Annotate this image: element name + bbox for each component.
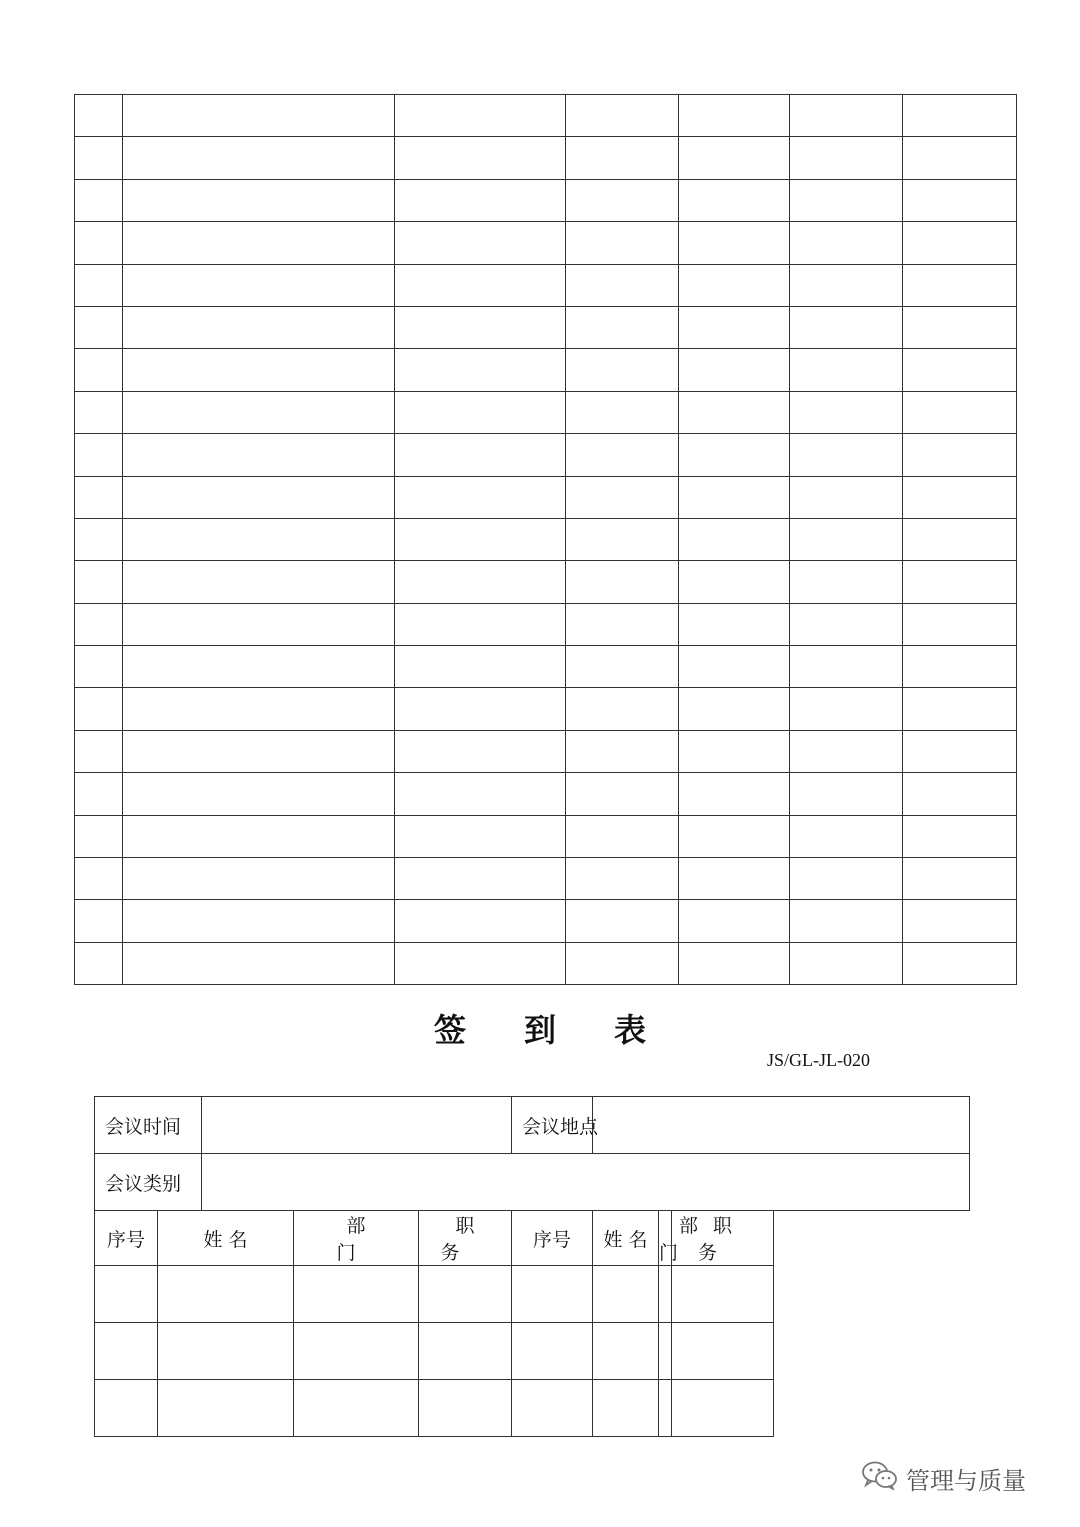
grid-cell[interactable] <box>566 95 679 137</box>
grid-cell[interactable] <box>790 391 903 433</box>
grid-cell[interactable] <box>566 264 679 306</box>
grid-cell[interactable] <box>790 603 903 645</box>
meeting-time-value[interactable] <box>202 1097 512 1154</box>
table-row <box>75 815 1017 857</box>
sign-cell[interactable] <box>294 1266 419 1323</box>
grid-cell[interactable] <box>790 434 903 476</box>
grid-cell[interactable] <box>903 264 1017 306</box>
table-row <box>75 646 1017 688</box>
grid-cell[interactable] <box>790 900 903 942</box>
table-row <box>75 688 1017 730</box>
meeting-type-value[interactable] <box>202 1154 970 1211</box>
grid-cell[interactable] <box>75 773 123 815</box>
column-header: 序号 <box>512 1211 593 1266</box>
grid-cell[interactable] <box>903 349 1017 391</box>
grid-cell[interactable] <box>123 730 395 772</box>
grid-cell[interactable] <box>75 561 123 603</box>
grid-cell[interactable] <box>566 476 679 518</box>
grid-cell[interactable] <box>123 391 395 433</box>
grid-cell[interactable] <box>123 434 395 476</box>
table-row <box>75 222 1017 264</box>
grid-cell[interactable] <box>790 646 903 688</box>
grid-cell[interactable] <box>75 688 123 730</box>
grid-cell[interactable] <box>123 179 395 221</box>
grid-cell[interactable] <box>75 434 123 476</box>
sign-cell[interactable] <box>672 1266 774 1323</box>
grid-cell[interactable] <box>395 179 566 221</box>
grid-cell[interactable] <box>123 137 395 179</box>
grid-cell[interactable] <box>790 179 903 221</box>
grid-cell[interactable] <box>123 688 395 730</box>
grid-cell[interactable] <box>395 858 566 900</box>
table-row <box>75 391 1017 433</box>
grid-cell[interactable] <box>75 179 123 221</box>
grid-cell[interactable] <box>679 137 790 179</box>
grid-cell[interactable] <box>123 646 395 688</box>
grid-cell[interactable] <box>679 222 790 264</box>
sign-cell[interactable] <box>512 1266 593 1323</box>
grid-cell[interactable] <box>903 476 1017 518</box>
grid-cell[interactable] <box>123 349 395 391</box>
grid-cell[interactable] <box>679 561 790 603</box>
grid-cell[interactable] <box>566 179 679 221</box>
grid-cell[interactable] <box>395 222 566 264</box>
grid-cell[interactable] <box>679 264 790 306</box>
watermark <box>860 1460 1026 1496</box>
grid-cell[interactable] <box>903 688 1017 730</box>
column-header: 部 门 <box>294 1211 419 1266</box>
grid-cell[interactable] <box>395 688 566 730</box>
table-row <box>75 137 1017 179</box>
sign-cell[interactable] <box>95 1266 158 1323</box>
grid-cell[interactable] <box>75 391 123 433</box>
grid-cell[interactable] <box>679 773 790 815</box>
sign-cell[interactable] <box>419 1380 512 1437</box>
sign-in-table <box>94 1096 970 1437</box>
table-row <box>75 858 1017 900</box>
grid-cell[interactable] <box>395 773 566 815</box>
table-row <box>75 942 1017 984</box>
grid-cell[interactable] <box>679 688 790 730</box>
grid-cell[interactable] <box>903 137 1017 179</box>
column-header: 部 门 <box>659 1211 672 1266</box>
grid-cell[interactable] <box>395 264 566 306</box>
grid-cell[interactable] <box>395 815 566 857</box>
sign-cell[interactable] <box>672 1323 774 1380</box>
grid-cell[interactable] <box>566 688 679 730</box>
grid-cell[interactable] <box>395 646 566 688</box>
grid-cell[interactable] <box>679 646 790 688</box>
grid-cell[interactable] <box>903 942 1017 984</box>
grid-cell[interactable] <box>75 306 123 348</box>
grid-cell[interactable] <box>123 815 395 857</box>
meeting-type-row <box>95 1154 970 1211</box>
table-row <box>75 434 1017 476</box>
grid-cell[interactable] <box>566 773 679 815</box>
grid-cell[interactable] <box>75 900 123 942</box>
table-row <box>75 773 1017 815</box>
grid-cell[interactable] <box>679 900 790 942</box>
grid-cell[interactable] <box>566 730 679 772</box>
grid-cell[interactable] <box>790 773 903 815</box>
grid-cell[interactable] <box>679 815 790 857</box>
grid-cell[interactable] <box>790 815 903 857</box>
grid-cell[interactable] <box>75 476 123 518</box>
grid-cell[interactable] <box>790 561 903 603</box>
table-row <box>75 179 1017 221</box>
table-row <box>75 603 1017 645</box>
grid-cell[interactable] <box>903 561 1017 603</box>
grid-cell[interactable] <box>679 349 790 391</box>
sign-cell[interactable] <box>593 1380 659 1437</box>
grid-cell[interactable] <box>790 942 903 984</box>
grid-cell[interactable] <box>395 900 566 942</box>
grid-cell[interactable] <box>75 646 123 688</box>
grid-cell[interactable] <box>903 900 1017 942</box>
grid-cell[interactable] <box>123 518 395 560</box>
grid-cell[interactable] <box>75 137 123 179</box>
grid-cell[interactable] <box>75 858 123 900</box>
grid-cell[interactable] <box>566 349 679 391</box>
sign-cell[interactable] <box>593 1323 659 1380</box>
grid-cell[interactable] <box>395 476 566 518</box>
grid-cell[interactable] <box>75 815 123 857</box>
sign-cell[interactable] <box>158 1380 294 1437</box>
grid-cell[interactable] <box>679 942 790 984</box>
meeting-time-label: 会议时间 <box>95 1097 202 1154</box>
grid-cell[interactable] <box>123 773 395 815</box>
grid-cell[interactable] <box>679 95 790 137</box>
meeting-type-label: 会议类别 <box>95 1154 202 1211</box>
grid-cell[interactable] <box>123 603 395 645</box>
grid-cell[interactable] <box>566 306 679 348</box>
grid-cell[interactable] <box>75 349 123 391</box>
column-header-row <box>95 1211 970 1266</box>
title-char: 签 <box>433 1011 466 1049</box>
grid-cell[interactable] <box>566 646 679 688</box>
grid-cell[interactable] <box>566 942 679 984</box>
grid-cell[interactable] <box>903 858 1017 900</box>
table-row <box>75 518 1017 560</box>
grid-cell[interactable] <box>395 942 566 984</box>
grid-cell[interactable] <box>790 518 903 560</box>
table-row <box>95 1380 970 1437</box>
column-header: 序号 <box>95 1211 158 1266</box>
grid-cell[interactable] <box>123 900 395 942</box>
grid-cell[interactable] <box>123 942 395 984</box>
grid-cell[interactable] <box>679 518 790 560</box>
grid-cell[interactable] <box>123 561 395 603</box>
grid-cell[interactable] <box>790 95 903 137</box>
grid-cell[interactable] <box>790 264 903 306</box>
sign-cell[interactable] <box>95 1323 158 1380</box>
sign-cell[interactable] <box>158 1266 294 1323</box>
grid-cell[interactable] <box>123 858 395 900</box>
sign-cell[interactable] <box>659 1323 672 1380</box>
column-header: 姓 名 <box>593 1211 659 1266</box>
grid-cell[interactable] <box>903 730 1017 772</box>
grid-cell[interactable] <box>679 603 790 645</box>
grid-cell[interactable] <box>679 858 790 900</box>
grid-cell[interactable] <box>903 434 1017 476</box>
grid-cell[interactable] <box>566 561 679 603</box>
document-code: JS/GL-JL-020 <box>767 1050 870 1070</box>
table-row <box>95 1323 970 1380</box>
grid-cell[interactable] <box>566 434 679 476</box>
title-char: 表 <box>614 1011 647 1049</box>
table-row <box>75 349 1017 391</box>
grid-cell[interactable] <box>75 264 123 306</box>
sign-cell[interactable] <box>593 1266 659 1323</box>
sign-cell[interactable] <box>419 1323 512 1380</box>
grid-cell[interactable] <box>566 222 679 264</box>
sign-cell[interactable] <box>158 1323 294 1380</box>
column-header: 职 务 <box>672 1211 774 1266</box>
sign-cell[interactable] <box>294 1323 419 1380</box>
sign-cell[interactable] <box>294 1380 419 1437</box>
grid-cell[interactable] <box>790 858 903 900</box>
grid-cell[interactable] <box>903 391 1017 433</box>
sign-sheet-title <box>0 1003 1080 1053</box>
column-header: 职 务 <box>419 1211 512 1266</box>
grid-cell[interactable] <box>566 900 679 942</box>
grid-cell[interactable] <box>903 646 1017 688</box>
grid-cell[interactable] <box>903 222 1017 264</box>
grid-cell[interactable] <box>395 391 566 433</box>
title-char: 到 <box>523 1011 556 1049</box>
table-row <box>75 730 1017 772</box>
grid-cell[interactable] <box>566 603 679 645</box>
grid-cell[interactable] <box>790 476 903 518</box>
blank-grid-table <box>74 94 1017 985</box>
grid-cell[interactable] <box>123 264 395 306</box>
grid-cell[interactable] <box>903 306 1017 348</box>
meeting-place-value[interactable] <box>593 1097 970 1154</box>
grid-cell[interactable] <box>75 95 123 137</box>
grid-cell[interactable] <box>395 349 566 391</box>
grid-cell[interactable] <box>123 306 395 348</box>
grid-cell[interactable] <box>790 349 903 391</box>
table-row <box>75 264 1017 306</box>
watermark-text: 管理与质量 <box>906 1466 1026 1495</box>
table-row <box>75 95 1017 137</box>
sign-cell[interactable] <box>672 1380 774 1437</box>
grid-cell[interactable] <box>395 434 566 476</box>
grid-cell[interactable] <box>790 730 903 772</box>
grid-cell[interactable] <box>395 561 566 603</box>
grid-cell[interactable] <box>679 391 790 433</box>
table-row <box>75 900 1017 942</box>
grid-cell[interactable] <box>903 603 1017 645</box>
grid-cell[interactable] <box>395 306 566 348</box>
meeting-place-label: 会议地点 <box>512 1097 593 1154</box>
meeting-info-row <box>95 1097 970 1154</box>
grid-cell[interactable] <box>566 858 679 900</box>
grid-cell[interactable] <box>395 95 566 137</box>
grid-cell[interactable] <box>679 306 790 348</box>
grid-cell[interactable] <box>75 222 123 264</box>
grid-cell[interactable] <box>679 476 790 518</box>
wechat-icon <box>860 1460 900 1496</box>
sign-cell[interactable] <box>512 1380 593 1437</box>
grid-cell[interactable] <box>790 306 903 348</box>
grid-cell[interactable] <box>790 222 903 264</box>
grid-cell[interactable] <box>903 95 1017 137</box>
grid-cell[interactable] <box>123 95 395 137</box>
table-row <box>75 561 1017 603</box>
grid-cell[interactable] <box>75 942 123 984</box>
grid-cell[interactable] <box>790 137 903 179</box>
grid-cell[interactable] <box>566 815 679 857</box>
table-row <box>75 306 1017 348</box>
grid-cell[interactable] <box>790 688 903 730</box>
grid-cell[interactable] <box>123 222 395 264</box>
sign-cell[interactable] <box>95 1380 158 1437</box>
grid-cell[interactable] <box>395 137 566 179</box>
grid-cell[interactable] <box>679 730 790 772</box>
grid-cell[interactable] <box>566 137 679 179</box>
grid-cell[interactable] <box>903 179 1017 221</box>
grid-cell[interactable] <box>395 730 566 772</box>
grid-cell[interactable] <box>679 434 790 476</box>
column-header: 姓 名 <box>158 1211 294 1266</box>
grid-cell[interactable] <box>395 603 566 645</box>
sign-cell[interactable] <box>659 1266 672 1323</box>
sign-cell[interactable] <box>659 1380 672 1437</box>
grid-cell[interactable] <box>903 773 1017 815</box>
grid-cell[interactable] <box>75 518 123 560</box>
table-row <box>95 1266 970 1323</box>
grid-cell[interactable] <box>75 730 123 772</box>
sign-cell[interactable] <box>419 1266 512 1323</box>
grid-cell[interactable] <box>75 603 123 645</box>
sign-cell[interactable] <box>512 1323 593 1380</box>
table-row <box>75 476 1017 518</box>
grid-cell[interactable] <box>123 476 395 518</box>
grid-cell[interactable] <box>903 518 1017 560</box>
grid-cell[interactable] <box>679 179 790 221</box>
grid-cell[interactable] <box>395 518 566 560</box>
grid-cell[interactable] <box>566 518 679 560</box>
grid-cell[interactable] <box>903 815 1017 857</box>
grid-cell[interactable] <box>566 391 679 433</box>
